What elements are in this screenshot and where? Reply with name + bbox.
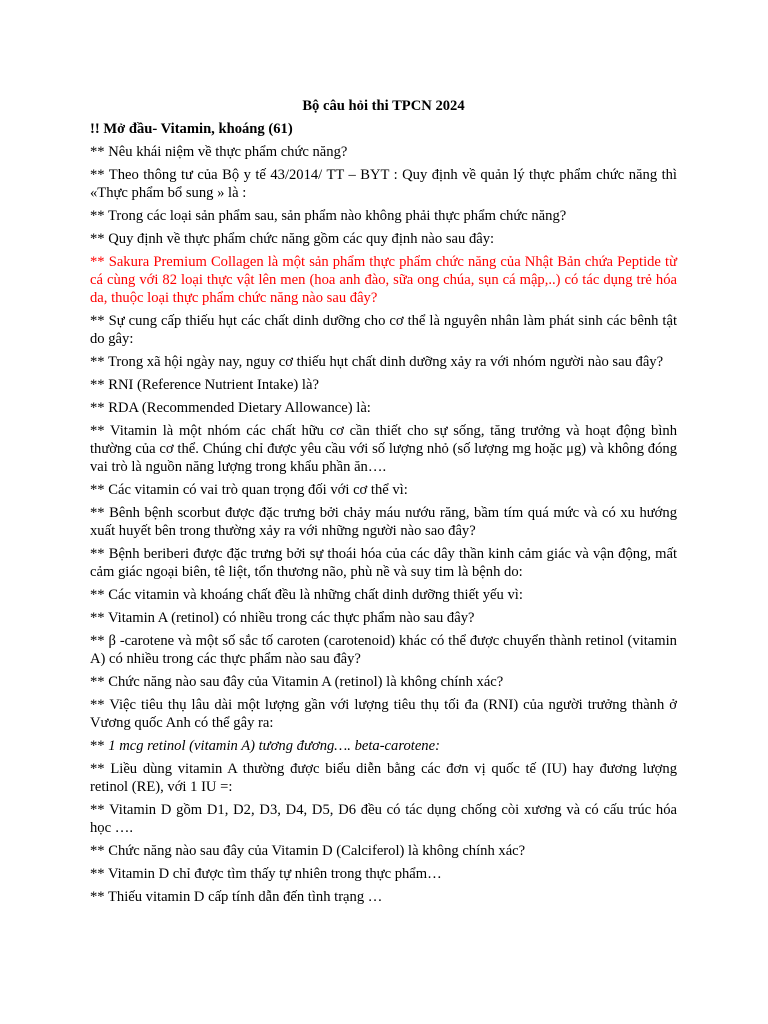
- question-marker: **: [90, 167, 109, 183]
- question-marker: **: [90, 231, 109, 247]
- question-text: Vitamin A (retinol) có nhiều trong các thực phẩm nào sau đây?: [107, 610, 475, 626]
- question-text: Quy định về thực phẩm chức năng gồm các quy định nào sau đây:: [108, 231, 495, 247]
- question-item: [90, 737, 677, 755]
- question-marker: **: [90, 610, 108, 626]
- question-marker: **: [90, 254, 109, 270]
- question-item: [90, 673, 677, 691]
- question-list: [90, 143, 677, 906]
- question-item: [90, 481, 677, 499]
- question-item: [90, 143, 677, 161]
- question-marker: **: [90, 633, 109, 649]
- question-text: Theo thông tư của Bộ y tế 43/2014/ TT – BYT : Quy định về quản lý thực phẩm chức năng thì «Thực phẩm bổ sung » là :: [90, 167, 677, 201]
- document-title: Bộ câu hỏi thi TPCN 2024: [302, 98, 465, 114]
- question-marker: **: [90, 697, 110, 713]
- question-item: [90, 230, 677, 248]
- question-text: Vitamin là một nhóm các chất hữu cơ cần thiết cho sự sống, tăng trưởng và hoạt động bình thường của cơ thể. Chúng chỉ được yêu cầu với số lượng nhỏ (số lượng mg hoặc μg) và không đóng vai trò là nguồn năng lượng trong khẩu phần ăn….: [90, 423, 677, 475]
- question-item: [90, 207, 677, 225]
- question-text: RDA (Recommended Dietary Allowance) là:: [108, 400, 371, 416]
- document-body: [90, 97, 677, 911]
- question-text: Các vitamin và khoáng chất đều là những chất dinh dưỡng thiết yếu vì:: [108, 587, 523, 603]
- question-marker: **: [90, 400, 109, 416]
- question-marker: **: [90, 482, 109, 498]
- question-marker: **: [90, 587, 109, 603]
- question-item: [90, 609, 677, 627]
- question-marker: **: [90, 144, 109, 160]
- question-text: Các vitamin có vai trò quan trọng đối với cơ thể vì:: [108, 482, 408, 498]
- question-text: Liều dùng vitamin A thường được biểu diễn bằng các đơn vị quốc tế (IU) hay đương lượng retinol (RE), với 1 IU =:: [90, 761, 677, 795]
- question-item: [90, 422, 677, 476]
- question-marker: **: [90, 866, 108, 882]
- question-text: Sự cung cấp thiếu hụt các chất dinh dưỡng cho cơ thể là nguyên nhân làm phát sinh các bênh tật do gây:: [90, 313, 678, 347]
- question-text: 1 mcg retinol (vitamin A) tương đương…. beta-carotene:: [108, 738, 440, 754]
- question-text: Sakura Premium Collagen là một sản phẩm thực phẩm chức năng của Nhật Bản chứa Peptide từ cá cùng với 82 loại thực vật lên men (hoa anh đào, sữa ong chúa, sụn cá mập,..) có tác dụng trẻ hóa da, thuộc loại thực phẩm chức năng nào sau đây?: [90, 254, 677, 306]
- question-item: [90, 801, 677, 837]
- question-item: [90, 353, 677, 371]
- question-marker: **: [90, 802, 110, 818]
- question-marker: **: [90, 761, 111, 777]
- question-marker: **: [90, 674, 109, 690]
- question-text: Chức năng nào sau đây của Vitamin A (retinol) là không chính xác?: [108, 674, 504, 690]
- question-marker: **: [90, 313, 109, 329]
- question-item: [90, 865, 677, 883]
- question-text: Trong các loại sản phẩm sau, sản phẩm nào không phải thực phẩm chức năng?: [107, 208, 567, 224]
- question-text: Chức năng nào sau đây của Vitamin D (Calciferol) là không chính xác?: [108, 843, 526, 859]
- question-text: Nêu khái niệm về thực phẩm chức năng?: [108, 144, 348, 160]
- question-item: [90, 632, 677, 668]
- question-marker: **: [90, 889, 108, 905]
- question-item: [90, 166, 677, 202]
- question-item: [90, 545, 677, 581]
- question-marker: **: [90, 423, 111, 439]
- question-marker: **: [90, 208, 108, 224]
- question-item: [90, 842, 677, 860]
- question-marker: **: [90, 546, 109, 562]
- question-item: [90, 376, 677, 394]
- question-text: Vitamin D gồm D1, D2, D3, D4, D5, D6 đều có tác dụng chống còi xương và có cấu trúc hóa học ….: [90, 802, 677, 836]
- question-item: [90, 504, 677, 540]
- question-item: [90, 253, 677, 307]
- question-marker: **: [90, 354, 108, 370]
- question-item: [90, 399, 677, 417]
- question-text: Bệnh beriberi được đặc trưng bởi sự thoái hóa của các dây thần kinh cảm giác và vận động, mất cảm giác ngoại biên, tê liệt, tổn thương não, phù nề và suy tim là bệnh do:: [90, 546, 677, 580]
- question-text: β -carotene và một số sắc tố caroten (carotenoid) khác có thể được chuyển thành retinol (vitamin A) có nhiều trong các thực phẩm nào sau đây?: [90, 633, 677, 667]
- question-item: [90, 760, 677, 796]
- question-text: RNI (Reference Nutrient Intake) là?: [108, 377, 319, 393]
- question-marker: **: [90, 377, 109, 393]
- question-text: Trong xã hội ngày nay, nguy cơ thiếu hụt chất dinh dưỡng xảy ra với nhóm người nào sau đây?: [107, 354, 664, 370]
- question-text: Việc tiêu thụ lâu dài một lượng gần với lượng tiêu thụ tối đa (RNI) của người trưởng thành ở Vương quốc Anh có thể gây ra:: [90, 697, 677, 731]
- question-marker: **: [90, 843, 109, 859]
- question-text: Thiếu vitamin D cấp tính dẫn đến tình trạng …: [107, 889, 383, 905]
- question-text: Vitamin D chỉ được tìm thấy tự nhiên trong thực phẩm…: [107, 866, 442, 882]
- section-heading: !! Mở đầu- Vitamin, khoáng (61): [90, 121, 293, 137]
- question-item: [90, 586, 677, 604]
- question-item: [90, 888, 677, 906]
- question-item: [90, 696, 677, 732]
- question-text: Bênh bệnh scorbut được đặc trưng bởi chảy máu nướu răng, bầm tím quá mức và có xu hướng xuất huyết bên trong thường xảy ra với những người nào sao đây?: [90, 505, 677, 539]
- question-marker: **: [90, 505, 110, 521]
- question-item: [90, 312, 677, 348]
- question-marker: **: [90, 738, 109, 754]
